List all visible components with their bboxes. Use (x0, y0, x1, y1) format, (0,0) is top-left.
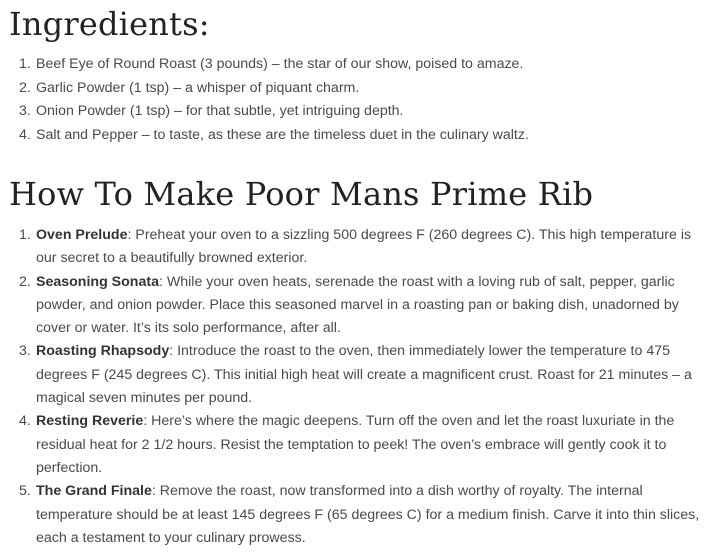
ingredients-heading: Ingredients: (9, 5, 210, 43)
step-title: The Grand Finale (36, 483, 152, 500)
ingredient-text: Onion Powder (1 tsp) – for that subtle, yet intriguing depth. (36, 103, 404, 119)
ingredient-item (0, 53, 700, 77)
step-title: Resting Reverie (36, 413, 144, 430)
ingredient-item (0, 124, 700, 148)
step-title: Oven Prelude (36, 227, 128, 243)
list-number: 3. (19, 343, 31, 360)
ingredient-text: Salt and Pepper – to taste, as these are the timeless duet in the culinary waltz. (36, 126, 529, 143)
step-title: Roasting Rhapsody (36, 343, 170, 360)
step-text: : Preheat your oven to a sizzling 500 degrees F (260 degrees C). This high temperature is our secret to a beautifully browned exterior. (36, 227, 692, 267)
step-item (0, 224, 700, 271)
list-number: 2. (19, 79, 31, 96)
list-number: 4. (19, 413, 31, 430)
ingredient-item (0, 100, 700, 124)
step-item (0, 271, 700, 341)
method-heading: How To Make Poor Mans Prime Rib (9, 175, 594, 213)
step-text: : Here’s where the magic deepens. Turn off the oven and let the roast luxuriate in the residual heat for 2 1/2 hours. Resist the temptation to peek! The oven’s embrace will gently cook it to perfection. (36, 413, 675, 476)
step-item (0, 410, 700, 480)
step-item (0, 480, 700, 550)
list-number: 5. (19, 483, 31, 500)
ingredient-text: Garlic Powder (1 tsp) – a whisper of piquant charm. (36, 79, 360, 96)
list-number: 1. (19, 56, 31, 72)
ingredient-text: Beef Eye of Round Roast (3 pounds) – the star of our show, poised to amaze. (36, 56, 524, 72)
step-text: : Introduce the roast to the oven, then immediately lower the temperature to 475 degrees F (245 degrees C). This initial high heat will create a magnificent crust. Roast for 21 minutes – a magical seven minutes per pound. (36, 343, 692, 407)
step-title: Seasoning Sonata (36, 273, 159, 290)
list-number: 1. (19, 227, 31, 243)
list-number: 3. (19, 103, 31, 119)
ingredient-item (0, 77, 700, 101)
ingredients-list (0, 53, 700, 147)
step-text: : Remove the roast, now transformed into a dish worthy of royalty. The internal temperature should be at least 145 degrees F (65 degrees C) for a medium finish. Carve it into thin slices, each a testament to your culinary prowess. (36, 483, 700, 546)
steps-list (0, 224, 700, 550)
list-number: 2. (19, 273, 31, 290)
step-item (0, 340, 700, 410)
list-number: 4. (19, 126, 31, 143)
step-text: : While your oven heats, serenade the roast with a loving rub of salt, pepper, garlic powder, and onion powder. Place this seasoned marvel in a roasting pan or baking dish, unadorned by cover or water. It’s its solo performance, after all. (36, 273, 679, 337)
